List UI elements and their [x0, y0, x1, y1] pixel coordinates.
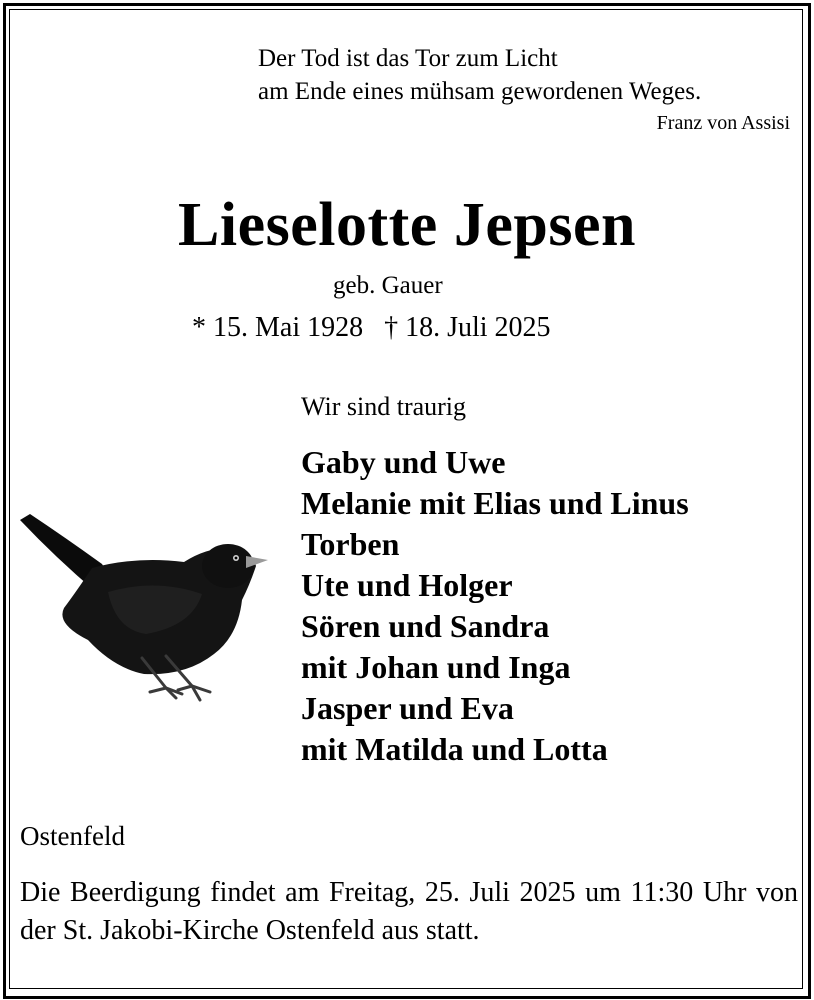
birth-name: geb. Gauer: [333, 272, 443, 299]
quote-line-1: Der Tod ist das Tor zum Licht: [258, 45, 558, 72]
deceased-name: Lieselotte Jepsen: [178, 191, 636, 259]
place-name: Ostenfeld: [20, 821, 125, 851]
life-dates: * 15. Mai 1928 † 18. Juli 2025: [192, 312, 551, 343]
list-item: Melanie mit Elias und Linus: [301, 485, 689, 521]
mourners-intro: Wir sind traurig: [301, 392, 467, 421]
list-item: Torben: [301, 526, 400, 562]
list-item: Ute und Holger: [301, 567, 513, 603]
quote-line-2: am Ende eines mühsam gewordenen Weges.: [258, 78, 702, 105]
list-item: Sören und Sandra: [301, 608, 550, 644]
mourners-list: [301, 442, 689, 770]
blackbird-icon: [16, 508, 272, 708]
funeral-notice: Die Beerdigung findet am Freitag, 25. Juli 2025 um 11:30 Uhr von der St. Jakobi-Kirche Ostenfeld aus statt.: [20, 877, 798, 946]
list-item: Gaby und Uwe: [301, 444, 506, 480]
quote-author: Franz von Assisi: [656, 112, 790, 134]
list-item: mit Johan und Inga: [301, 649, 571, 685]
list-item: mit Matilda und Lotta: [301, 731, 608, 767]
list-item: Jasper und Eva: [301, 690, 514, 726]
